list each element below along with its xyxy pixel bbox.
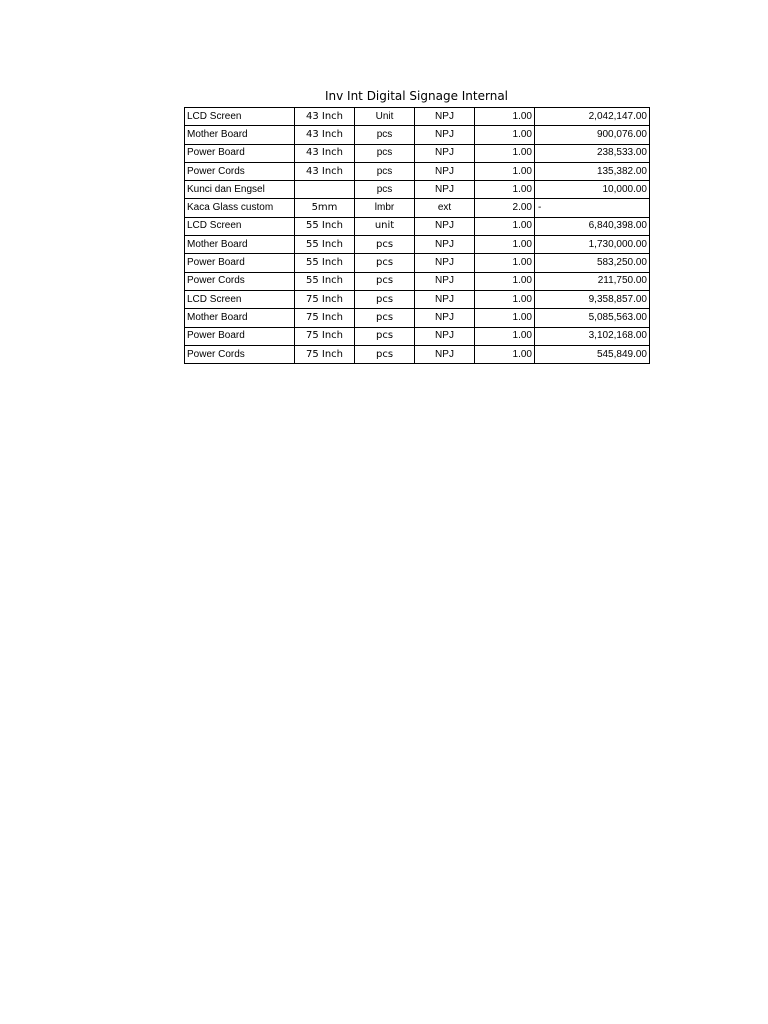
size-cell: 75 Inch xyxy=(295,345,355,363)
amount-cell: 6,840,398.00 xyxy=(535,217,650,235)
item-name-cell: Mother Board xyxy=(185,309,295,327)
amount-cell: 545,849.00 xyxy=(535,345,650,363)
item-name-cell: Power Cords xyxy=(185,345,295,363)
amount-cell: 5,085,563.00 xyxy=(535,309,650,327)
source-cell: NPJ xyxy=(415,108,475,126)
unit-cell: pcs xyxy=(355,144,415,162)
source-cell: NPJ xyxy=(415,309,475,327)
table-row xyxy=(185,199,650,217)
sheet-title: Inv Int Digital Signage Internal xyxy=(324,89,509,103)
qty-cell: 1.00 xyxy=(475,290,535,308)
item-name-cell: Power Board xyxy=(185,144,295,162)
size-cell: 43 Inch xyxy=(295,162,355,180)
table-row xyxy=(185,290,650,308)
size-cell: 43 Inch xyxy=(295,108,355,126)
amount-cell: 583,250.00 xyxy=(535,254,650,272)
size-cell: 5mm xyxy=(295,199,355,217)
source-cell: NPJ xyxy=(415,236,475,254)
amount-cell: - xyxy=(535,199,650,217)
qty-cell: 1.00 xyxy=(475,144,535,162)
table-row xyxy=(185,345,650,363)
source-cell: ext xyxy=(415,199,475,217)
unit-cell: pcs xyxy=(355,272,415,290)
item-name-cell: LCD Screen xyxy=(185,108,295,126)
unit-cell: pcs xyxy=(355,236,415,254)
source-cell: NPJ xyxy=(415,126,475,144)
size-cell: 55 Inch xyxy=(295,254,355,272)
unit-cell: pcs xyxy=(355,309,415,327)
unit-cell: pcs xyxy=(355,345,415,363)
qty-cell: 1.00 xyxy=(475,345,535,363)
qty-cell: 1.00 xyxy=(475,108,535,126)
unit-cell: pcs xyxy=(355,290,415,308)
table-row xyxy=(185,144,650,162)
source-cell: NPJ xyxy=(415,217,475,235)
qty-cell: 2.00 xyxy=(475,199,535,217)
table-row xyxy=(185,309,650,327)
source-cell: NPJ xyxy=(415,181,475,199)
qty-cell: 1.00 xyxy=(475,217,535,235)
source-cell: NPJ xyxy=(415,162,475,180)
qty-cell: 1.00 xyxy=(475,327,535,345)
item-name-cell: Power Board xyxy=(185,327,295,345)
amount-cell: 3,102,168.00 xyxy=(535,327,650,345)
size-cell: 55 Inch xyxy=(295,272,355,290)
table-row xyxy=(185,181,650,199)
source-cell: NPJ xyxy=(415,272,475,290)
unit-cell: Unit xyxy=(355,108,415,126)
item-name-cell: Mother Board xyxy=(185,236,295,254)
qty-cell: 1.00 xyxy=(475,181,535,199)
unit-cell: pcs xyxy=(355,254,415,272)
amount-cell: 10,000.00 xyxy=(535,181,650,199)
inventory-table xyxy=(184,107,650,364)
source-cell: NPJ xyxy=(415,327,475,345)
item-name-cell: Power Cords xyxy=(185,272,295,290)
source-cell: NPJ xyxy=(415,345,475,363)
unit-cell: pcs xyxy=(355,327,415,345)
qty-cell: 1.00 xyxy=(475,126,535,144)
item-name-cell: Mother Board xyxy=(185,126,295,144)
size-cell: 43 Inch xyxy=(295,144,355,162)
table-row xyxy=(185,236,650,254)
size-cell: 75 Inch xyxy=(295,309,355,327)
size-cell: 55 Inch xyxy=(295,217,355,235)
qty-cell: 1.00 xyxy=(475,272,535,290)
amount-cell: 135,382.00 xyxy=(535,162,650,180)
qty-cell: 1.00 xyxy=(475,254,535,272)
item-name-cell: LCD Screen xyxy=(185,290,295,308)
amount-cell: 1,730,000.00 xyxy=(535,236,650,254)
source-cell: NPJ xyxy=(415,290,475,308)
unit-cell: pcs xyxy=(355,126,415,144)
qty-cell: 1.00 xyxy=(475,236,535,254)
item-name-cell: Kaca Glass custom xyxy=(185,199,295,217)
unit-cell: unit xyxy=(355,217,415,235)
unit-cell: pcs xyxy=(355,162,415,180)
table-row xyxy=(185,217,650,235)
qty-cell: 1.00 xyxy=(475,309,535,327)
table-row xyxy=(185,126,650,144)
table-row xyxy=(185,254,650,272)
amount-cell: 211,750.00 xyxy=(535,272,650,290)
amount-cell: 238,533.00 xyxy=(535,144,650,162)
source-cell: NPJ xyxy=(415,144,475,162)
table-row xyxy=(185,272,650,290)
amount-cell: 9,358,857.00 xyxy=(535,290,650,308)
size-cell: 75 Inch xyxy=(295,290,355,308)
size-cell xyxy=(295,181,355,199)
item-name-cell: LCD Screen xyxy=(185,217,295,235)
unit-cell: lmbr xyxy=(355,199,415,217)
item-name-cell: Kunci dan Engsel xyxy=(185,181,295,199)
amount-cell: 900,076.00 xyxy=(535,126,650,144)
table-row xyxy=(185,162,650,180)
item-name-cell: Power Board xyxy=(185,254,295,272)
size-cell: 43 Inch xyxy=(295,126,355,144)
size-cell: 75 Inch xyxy=(295,327,355,345)
table-row xyxy=(185,108,650,126)
table-row xyxy=(185,327,650,345)
size-cell: 55 Inch xyxy=(295,236,355,254)
source-cell: NPJ xyxy=(415,254,475,272)
amount-cell: 2,042,147.00 xyxy=(535,108,650,126)
qty-cell: 1.00 xyxy=(475,162,535,180)
unit-cell: pcs xyxy=(355,181,415,199)
item-name-cell: Power Cords xyxy=(185,162,295,180)
